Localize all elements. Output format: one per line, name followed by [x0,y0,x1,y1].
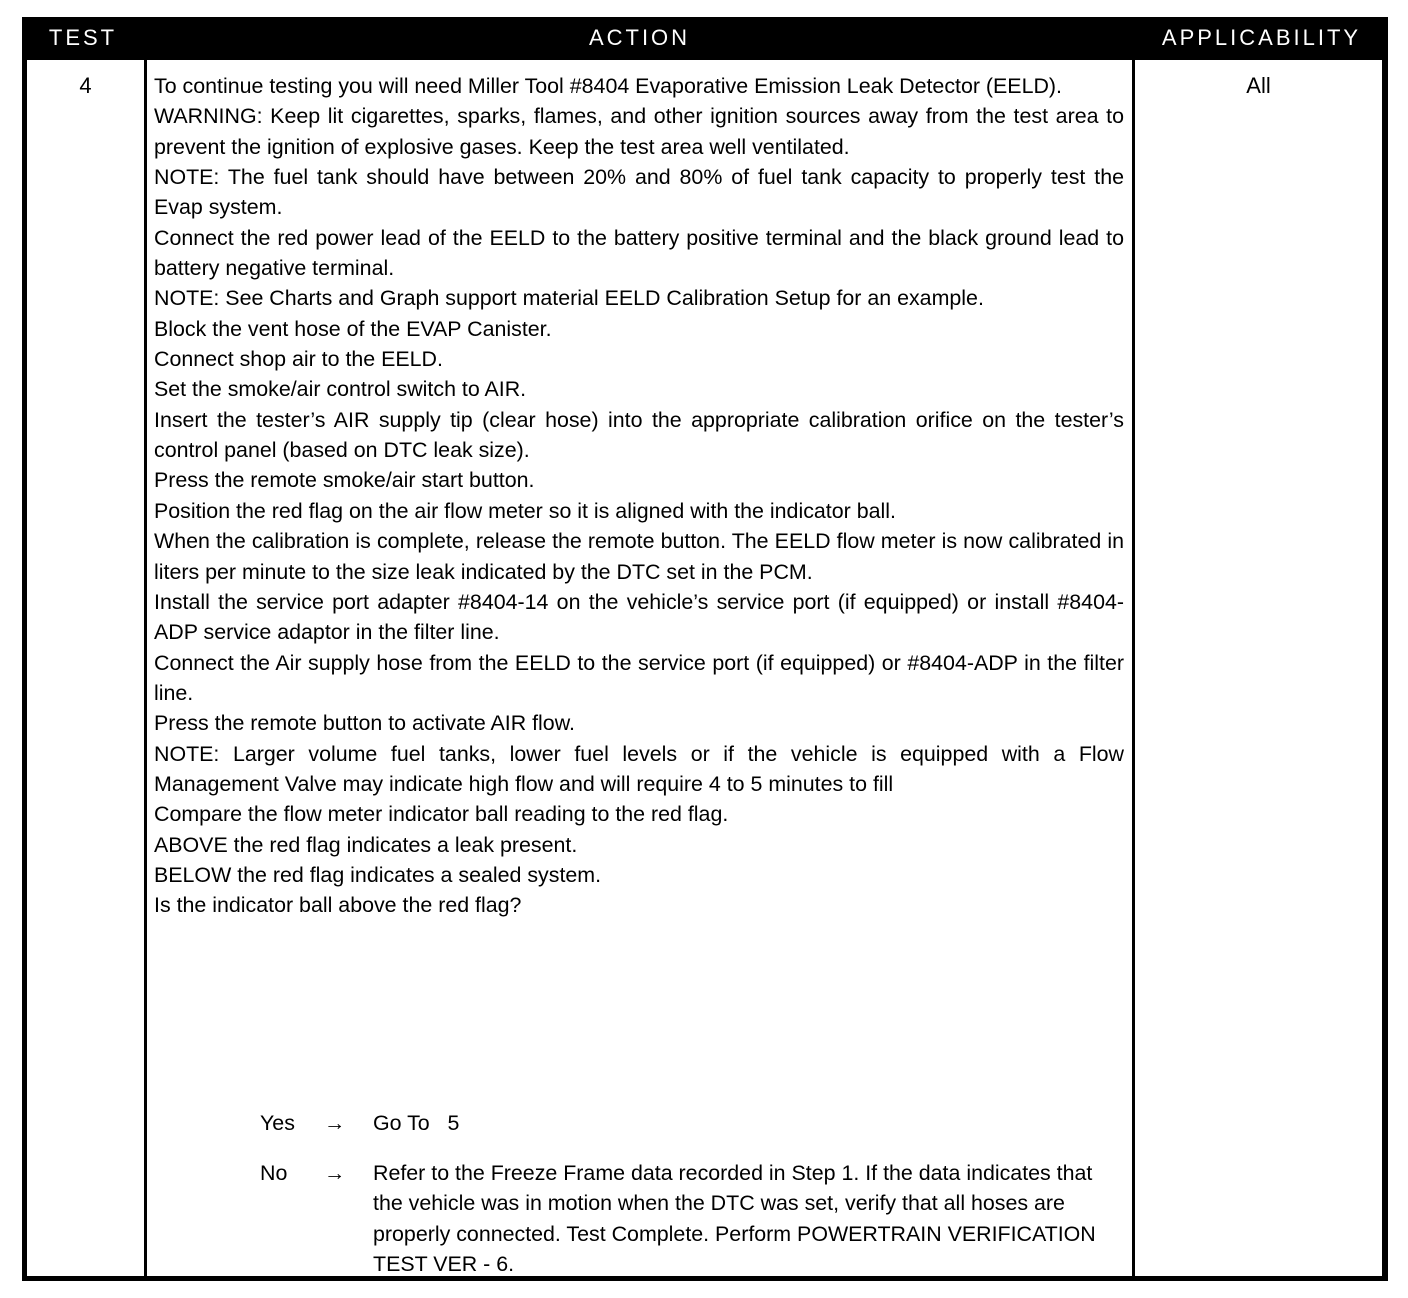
action-paragraph: Press the remote button to activate AIR flow. [154,711,575,736]
action-text [154,71,1124,921]
action-paragraph: Position the red flag on the air flow meter so it is aligned with the indicator ball. [154,498,896,523]
choice-yes-label: Yes [260,1111,295,1135]
right-arrow-icon: → [324,1111,346,1135]
header-test: TEST [48,25,118,50]
action-paragraph: Compare the flow meter indicator ball reading to the red flag. [154,802,729,827]
choice-no-label: No [260,1161,288,1185]
choice-yes-target: Go To 5 [373,1111,460,1135]
choice-no-target: Refer to the Freeze Frame data recorded in Step 1. If the data indicates that the vehicle was in motion when the DTC was set, verify that all hoses are properly connected. Test Complete. Perform POWERTRAIN VERIFICATION TEST VER - 6. [373,1161,1096,1276]
table-header-row [22,17,1388,57]
test-cell [27,60,144,1276]
diagnostic-table [22,17,1388,1281]
note-paragraph: NOTE: See Charts and Graph support material EELD Calibration Setup for an example. [154,286,984,311]
action-paragraph: Insert the tester’s AIR supply tip (clear hose) into the appropriate calibration orifice on the tester’s control panel (based on DTC leak size). [154,407,1124,463]
action-paragraph: Connect shop air to the EELD. [154,347,443,372]
header-applicability: APPLICABILITY [1161,25,1362,50]
action-paragraph: Install the service port adapter #8404-14 on the vehicle’s service port (if equipped) or install #8404-ADP service adaptor in the filter line. [154,589,1124,645]
header-action: ACTION [588,25,691,50]
action-paragraph: Block the vent hose of the EVAP Canister. [154,316,552,341]
applicability-value: All [1246,73,1271,98]
note-paragraph: NOTE: The fuel tank should have between 20% and 80% of fuel tank capacity to properly test the Evap system. [154,165,1124,220]
action-paragraph: Connect the red power lead of the EELD to the battery positive terminal and the black ground lead to battery negative terminal. [154,225,1124,281]
right-arrow-icon: → [324,1161,346,1185]
action-paragraph: To continue testing you will need Miller Tool #8404 Evaporative Emission Leak Detector (EELD). [154,74,1062,98]
action-paragraph: Connect the Air supply hose from the EELD to the service port (if equipped) or #8404-ADP in the filter line. [154,650,1124,705]
note-paragraph: NOTE: Larger volume fuel tanks, lower fuel levels or if the vehicle is equipped with a Flow Management Valve may indicate high flow and will require 4 to 5 minutes to fill [154,741,1124,796]
choice-list [147,1108,1132,1276]
question-paragraph: Is the indicator ball above the red flag? [154,893,522,918]
action-paragraph: BELOW the red flag indicates a sealed system. [154,862,602,887]
action-cell [147,60,1132,1276]
action-paragraph: Press the remote smoke/air start button. [154,468,535,493]
applicability-cell [1135,60,1382,1276]
choice-yes [147,1108,1132,1158]
test-number: 4 [79,73,92,98]
action-paragraph: ABOVE the red flag indicates a leak present. [154,832,578,857]
action-paragraph: When the calibration is complete, release the remote button. The EELD flow meter is now calibrated in liters per minute to the size leak indicated by the DTC set in the PCM. [154,529,1124,584]
action-paragraph: Set the smoke/air control switch to AIR. [154,377,527,402]
warning-paragraph: WARNING: Keep lit cigarettes, sparks, flames, and other ignition sources away from the test area to prevent the ignition of explosive gases. Keep the test area well ventilated. [154,104,1124,159]
